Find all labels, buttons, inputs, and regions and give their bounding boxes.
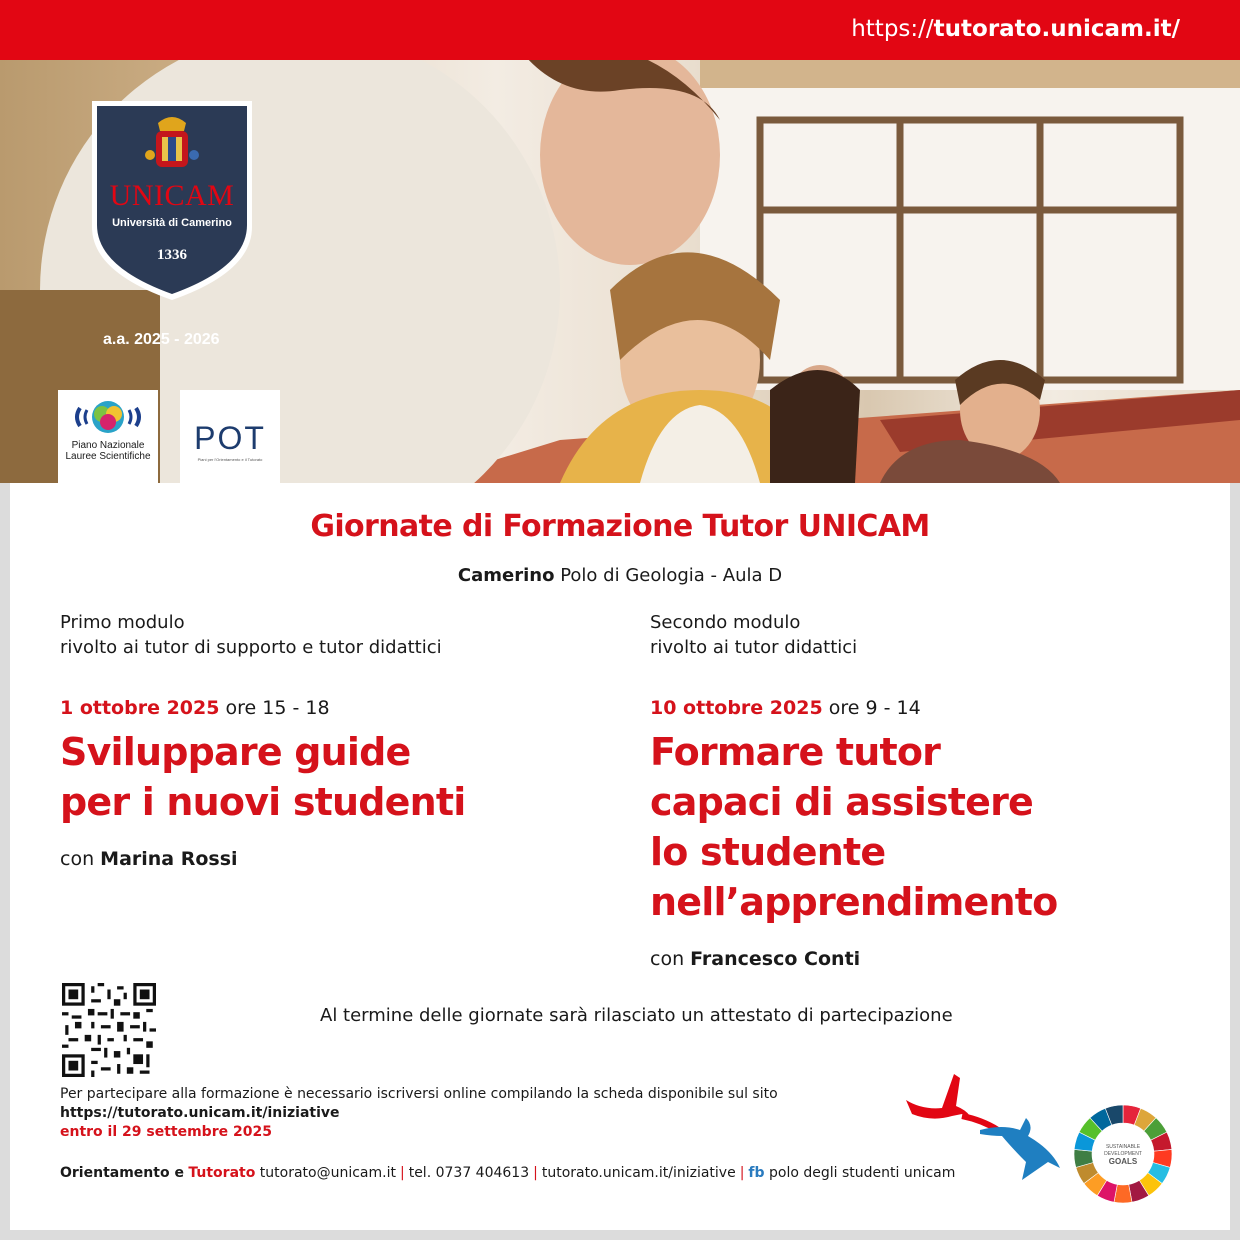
sdg-line-2: DEVELOPMENT <box>1104 1151 1142 1157</box>
registration-text: Per partecipare alla formazione è necessario iscriversi online compilando la scheda disponibile sul sito <box>60 1086 778 1102</box>
pot-logo <box>180 390 280 483</box>
pnls-caption: Piano Nazionale Lauree Scientifiche <box>65 440 151 462</box>
facebook-page[interactable]: polo degli studenti unicam <box>769 1165 956 1181</box>
registration-link[interactable]: https://tutorato.unicam.it/iniziative <box>60 1105 340 1121</box>
pot-wordmark: POT <box>194 420 266 456</box>
event-location: Camerino Polo di Geologia - Aula D <box>457 565 783 586</box>
contact-footer: Orientamento e Tutorato tutorato@unicam.it | tel. 0737 404613 | tutorato.unicam.it/iniziative | fb polo degli studenti unicam <box>60 1165 956 1181</box>
module-2-speaker: con Francesco Conti <box>650 948 861 970</box>
module-1-heading <box>60 610 442 660</box>
module-1-date: 1 ottobre 2025 ore 15 - 18 <box>60 697 330 719</box>
pnls-emblem-icon <box>58 390 158 440</box>
top-bar <box>0 0 1240 60</box>
contact-phone: tel. 0737 404613 <box>408 1165 530 1181</box>
contact-site[interactable]: tutorato.unicam.it/iniziative <box>541 1165 736 1181</box>
module-2-audience: rivolto ai tutor didattici <box>650 637 858 658</box>
pot-subtitle: Piani per l'Orientamento e il Tutorato <box>197 457 263 462</box>
contact-email[interactable]: tutorato@unicam.it <box>259 1165 396 1181</box>
sdg-line-1: SUSTAINABLE <box>1105 1144 1141 1150</box>
website-link[interactable]: https://tutorato.unicam.it/ <box>851 16 1180 42</box>
module-2-headline: Formare tutor capaci di assistere lo studente nell’apprendimento <box>650 730 1058 924</box>
unicam-logo <box>88 97 256 302</box>
registration-deadline: entro il 29 settembre 2025 <box>60 1124 272 1140</box>
module-2-heading <box>650 610 857 660</box>
module-1-name: Primo modulo <box>60 612 185 633</box>
certificate-note: Al termine delle giornate sarà rilasciato un attestato di partecipazione <box>320 1005 953 1026</box>
facebook-icon[interactable]: fb <box>748 1165 765 1181</box>
module-1-headline: Sviluppare guide per i nuovi studenti <box>60 730 466 824</box>
event-title: Giornate di Formazione Tutor UNICAM <box>310 509 930 544</box>
module-1-audience: rivolto ai tutor di supporto e tutor didattici <box>60 637 442 658</box>
flying-figures-icon <box>902 1070 1066 1182</box>
sdg-line-3: GOALS <box>1108 1157 1138 1166</box>
logo-year: 1336 <box>157 247 187 263</box>
registration-note <box>60 1085 778 1142</box>
qr-code-icon[interactable] <box>62 983 156 1077</box>
module-2-date: 10 ottobre 2025 ore 9 - 14 <box>650 697 921 719</box>
module-2-name: Secondo modulo <box>650 612 801 633</box>
sdg-wheel-icon <box>1073 1104 1173 1204</box>
pnls-logo <box>58 390 158 483</box>
academic-year: a.a. 2025 - 2026 <box>103 331 220 348</box>
logo-name: UNICAM <box>109 179 235 212</box>
logo-subtitle: Università di Camerino <box>112 217 232 229</box>
module-1-speaker: con Marina Rossi <box>60 848 238 870</box>
